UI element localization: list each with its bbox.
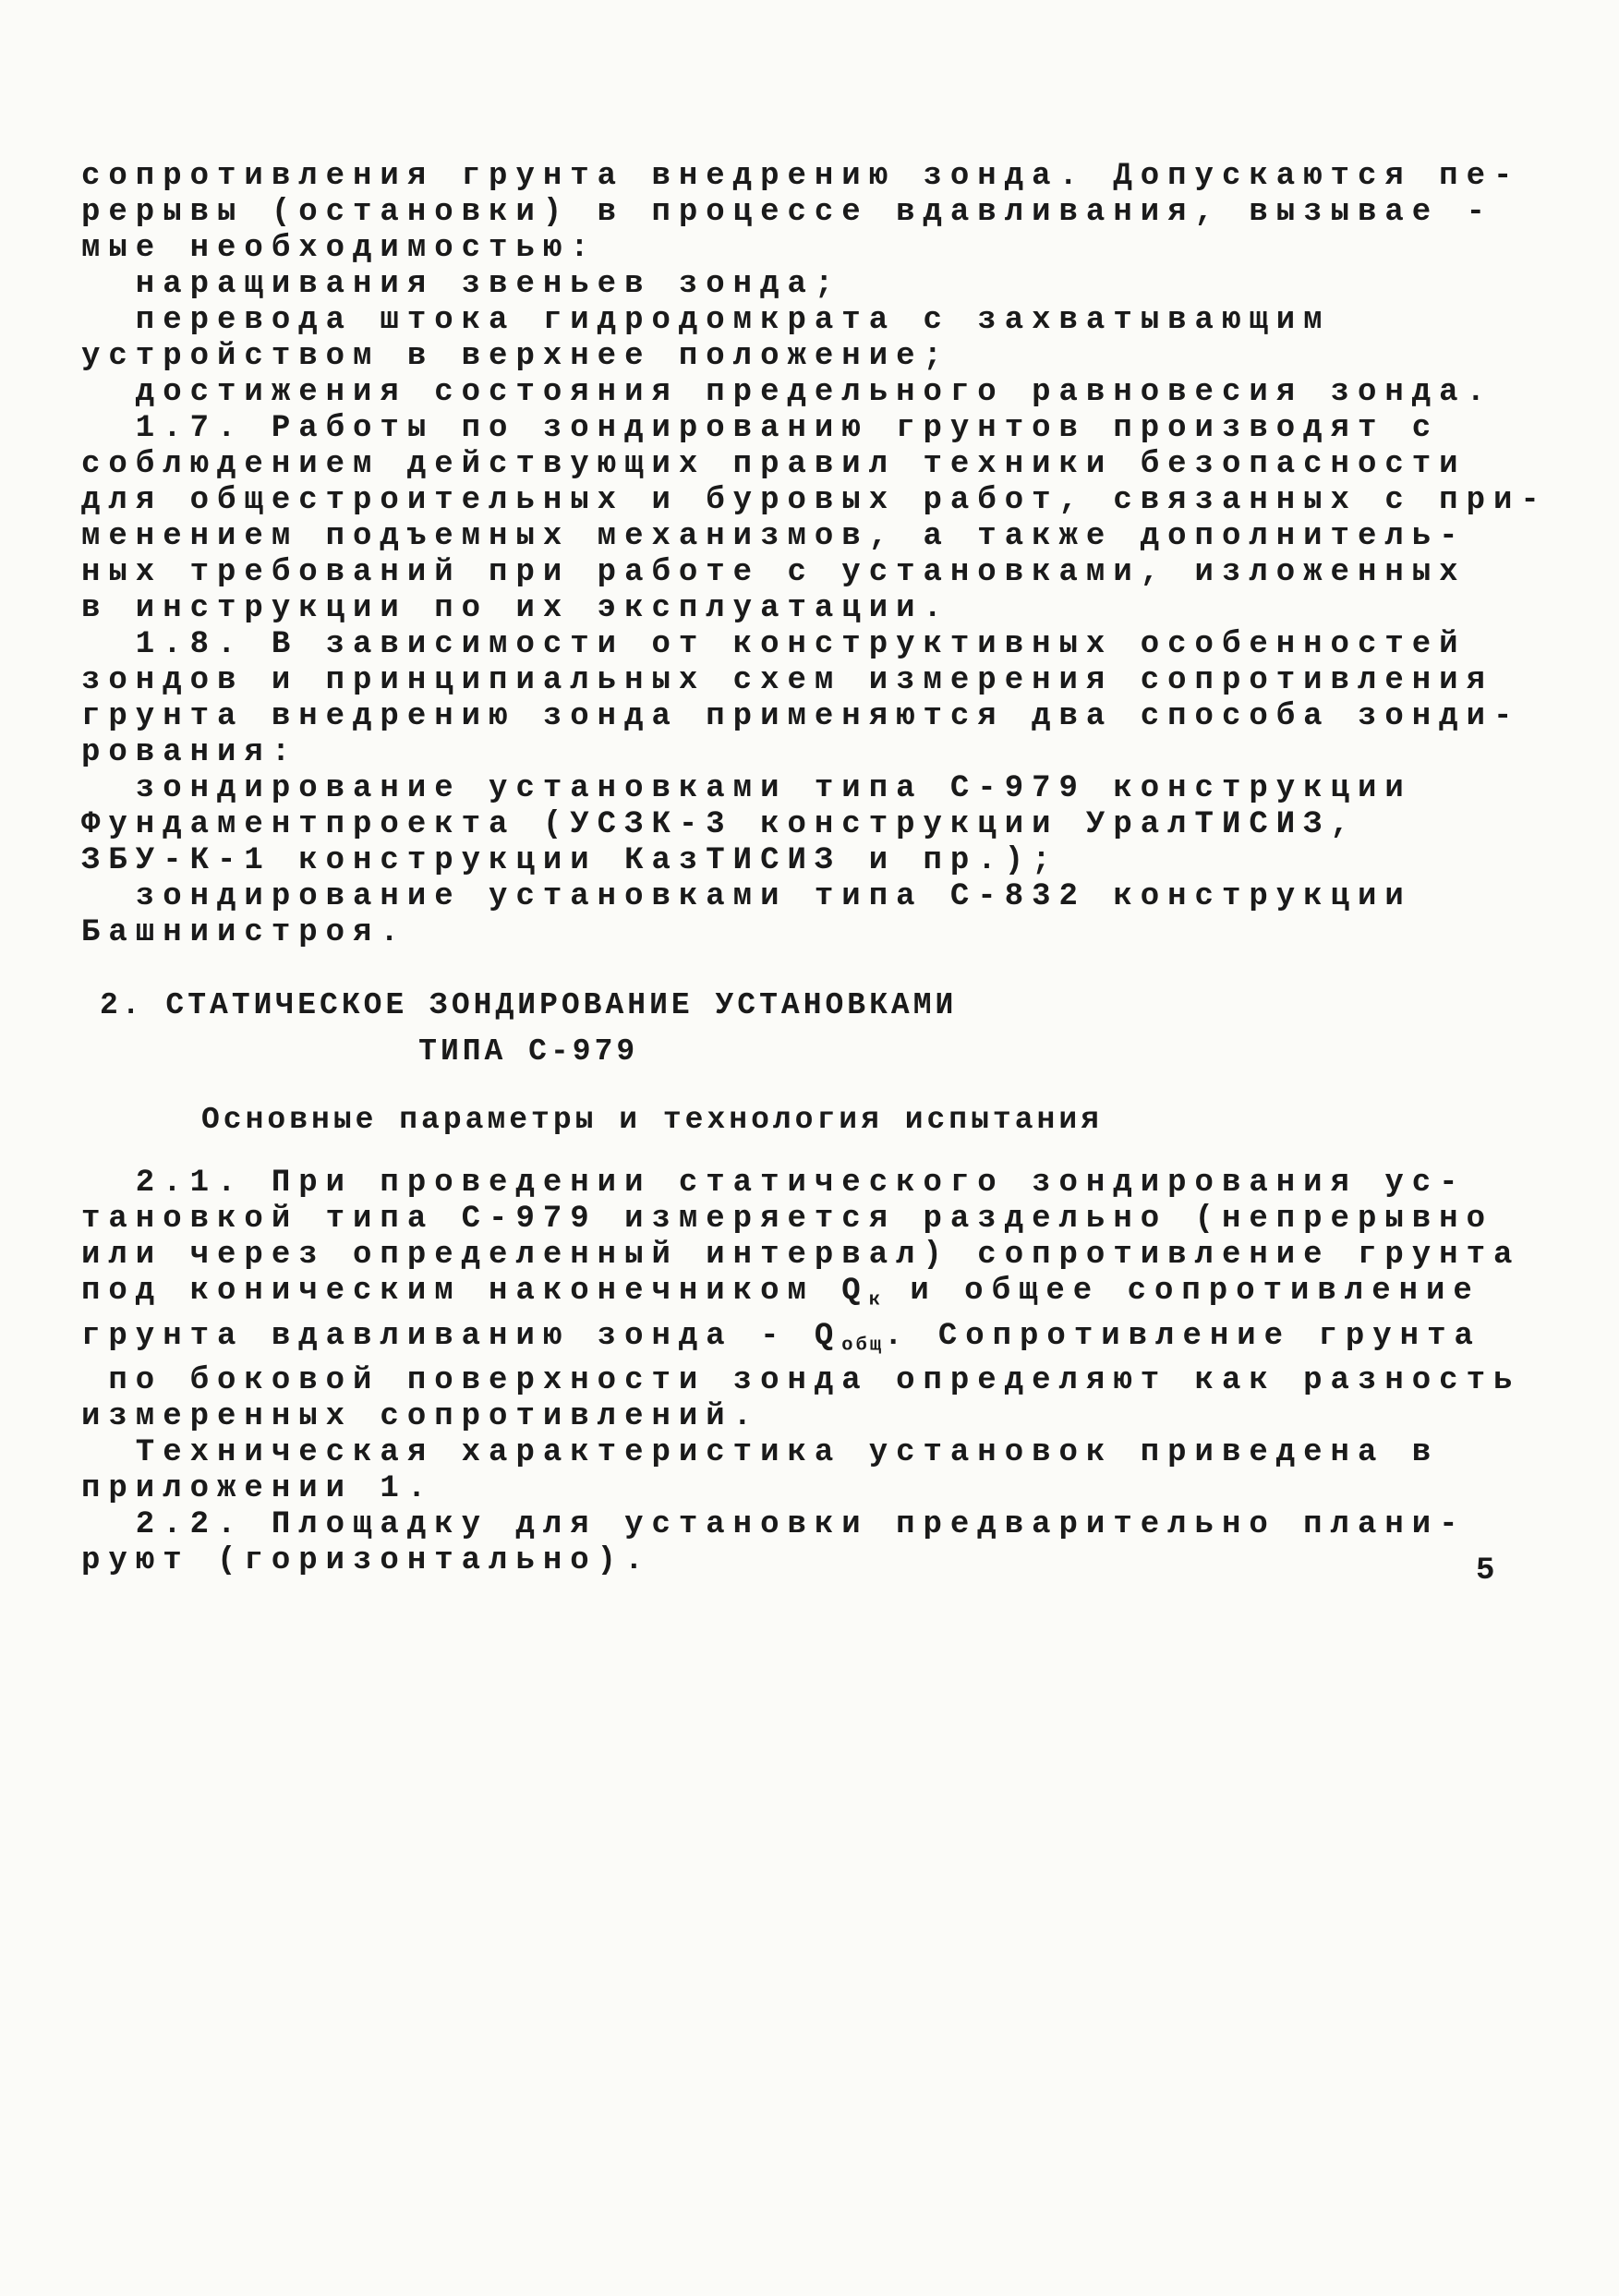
text-segment: . Сопротивление грунта — [884, 1318, 1481, 1354]
text-line: менением подъемных механизмов, а также дополнитель- — [81, 519, 1467, 554]
subheading-line: Основные параметры и технология испытания — [201, 1103, 1103, 1137]
text-line: сопротивления грунта внедрению зонда. Допускаются пе- — [81, 159, 1521, 194]
text-line: устройством в верхнее положение; — [81, 339, 950, 374]
document-content — [81, 159, 1552, 1579]
text-line: зондирование установками типа С-979 конструкции — [81, 771, 1412, 806]
section-subheading — [201, 1097, 1103, 1143]
text-line: рования: — [81, 735, 299, 770]
text-line: ЗБУ-К-1 конструкции КазТИСИЗ и пр.); — [81, 843, 1059, 878]
heading-line: ТИПА С-979 — [418, 1034, 639, 1069]
text-line: 1.8. В зависимости от конструктивных особенностей — [81, 627, 1467, 662]
text-line: Техническая характеристика установок приведена в — [81, 1435, 1440, 1471]
heading-line: 2. СТАТИЧЕСКОЕ ЗОНДИРОВАНИЕ УСТАНОВКАМИ — [100, 988, 958, 1022]
paragraph-block — [81, 159, 1552, 951]
text-line: рерывы (остановки) в процессе вдавливания, вызывае - — [81, 195, 1493, 230]
text-segment: грунта вдавливанию зонда - Q — [81, 1318, 842, 1354]
text-line: 2.1. При проведении статического зондирования ус- — [81, 1166, 1467, 1201]
section-heading — [100, 983, 957, 1075]
text-line: измеренных сопротивлений. — [81, 1399, 761, 1435]
text-line: мые необходимостью: — [81, 231, 598, 266]
text-line: соблюдением действующих правил техники безопасности — [81, 447, 1467, 482]
text-line: Башниистроя. — [81, 915, 407, 950]
paragraph-block — [81, 1166, 1552, 1579]
text-line: для общестроительных и буровых работ, связанных с при- — [81, 483, 1548, 518]
text-line: грунта внедрению зонда применяются два способа зонди- — [81, 699, 1521, 734]
text-line — [81, 1319, 1552, 1364]
text-segment: под коническим наконечником Q — [81, 1274, 869, 1309]
text-line: перевода штока гидродомкрата с захватывающим — [81, 303, 1331, 338]
text-line: наращивания звеньев зонда; — [81, 267, 842, 302]
text-line: 2.2. Площадку для установки предварительно плани- — [81, 1507, 1467, 1543]
text-segment: и общее сопротивление — [882, 1274, 1480, 1309]
text-line: руют (горизонтально). — [81, 1543, 652, 1579]
text-line: достижения состояния предельного равновесия зонда. — [81, 375, 1493, 410]
text-line: зондов и принципиальных схем измерения сопротивления — [81, 663, 1493, 698]
text-line: зондирование установками типа С-832 конструкции — [81, 879, 1412, 914]
text-line: по боковой поверхности зонда определяют как разность — [81, 1363, 1521, 1399]
text-line: Фундаментпроекта (УСЗК-3 конструкции УралТИСИЗ, — [81, 807, 1358, 842]
text-line: приложении 1. — [81, 1471, 435, 1507]
text-line: 1.7. Работы по зондированию грунтов производят с — [81, 411, 1440, 446]
text-line: в инструкции по их эксплуатации. — [81, 591, 950, 626]
text-line: ных требований при работе с установками, изложенных — [81, 555, 1467, 590]
text-line: тановкой типа С-979 измеряется раздельно (непрерывно — [81, 1202, 1493, 1237]
subscript: общ — [841, 1335, 885, 1357]
text-line — [81, 1274, 1552, 1319]
subscript: к — [868, 1289, 883, 1311]
text-line: или через определенный интервал) сопротивление грунта — [81, 1238, 1521, 1273]
page-number: 5 — [1476, 1553, 1497, 1589]
